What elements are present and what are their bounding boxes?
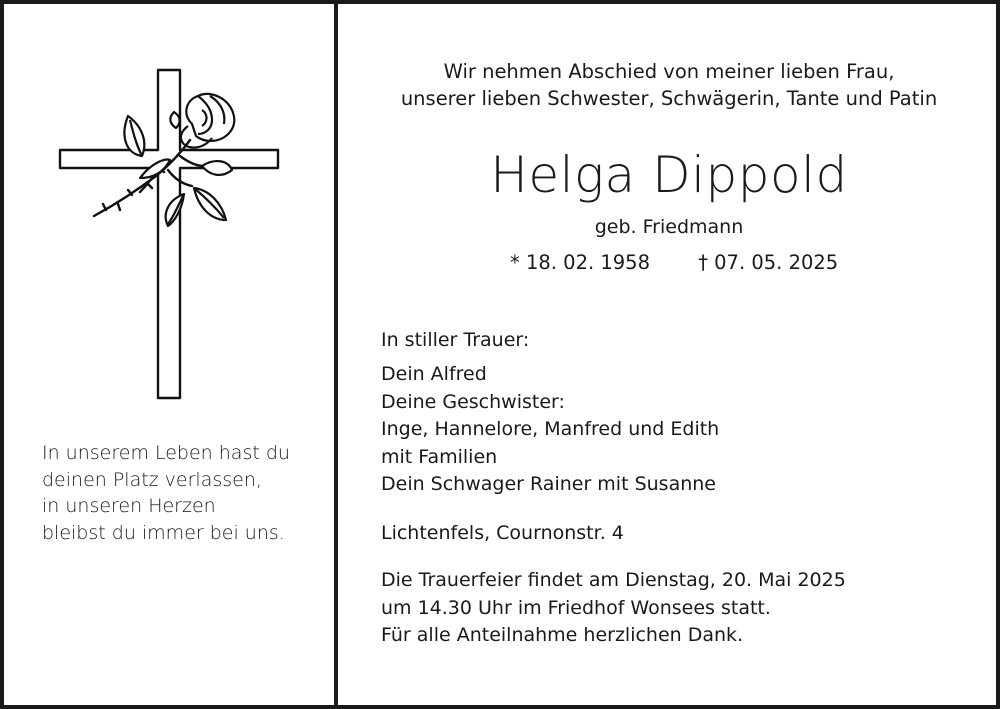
funeral-service-info — [381, 567, 846, 650]
intro-line: unserer lieben Schwester, Schwägerin, Tante und Patin — [400, 87, 938, 110]
death-date: † 07. 05. 2025 — [698, 251, 839, 274]
poem-line: bleibst du immer bei uns. — [42, 521, 285, 544]
life-dates — [510, 250, 838, 276]
family-line: Deine Geschwister: — [381, 390, 565, 413]
poem-line: deinen Platz verlassen, — [42, 468, 262, 491]
poem-line: in unseren Herzen — [42, 495, 216, 517]
mourning-label: In stiller Trauer: — [381, 329, 530, 351]
family-list — [381, 361, 719, 499]
family-line: Dein Schwager Rainer mit Susanne — [381, 473, 716, 495]
family-line: mit Familien — [381, 445, 498, 468]
birth-date: * 18. 02. 1958 — [510, 251, 650, 274]
birth-name: geb. Friedmann — [594, 216, 744, 238]
service-line: um 14.30 Uhr im Friedhof Wonsees statt. — [381, 596, 771, 619]
family-line: Dein Alfred — [381, 363, 487, 385]
family-line: Inge, Hannelore, Manfred und Edith — [381, 418, 720, 440]
service-line: Die Trauerfeier findet am Dienstag, 20. Mai 2025 — [381, 569, 846, 591]
poem-line: In unserem Leben hast du — [42, 442, 290, 464]
cross-with-rose-icon — [56, 66, 282, 402]
intro-line: Wir nehmen Abschied von meiner lieben Frau, — [443, 60, 895, 83]
service-line: Für alle Anteilnahme herzlichen Dank. — [381, 624, 744, 646]
deceased-name: Helga Dippold — [490, 146, 848, 204]
farewell-intro — [338, 58, 1000, 112]
family-address: Lichtenfels, Cournonstr. 4 — [381, 522, 624, 544]
farewell-poem — [42, 440, 290, 546]
